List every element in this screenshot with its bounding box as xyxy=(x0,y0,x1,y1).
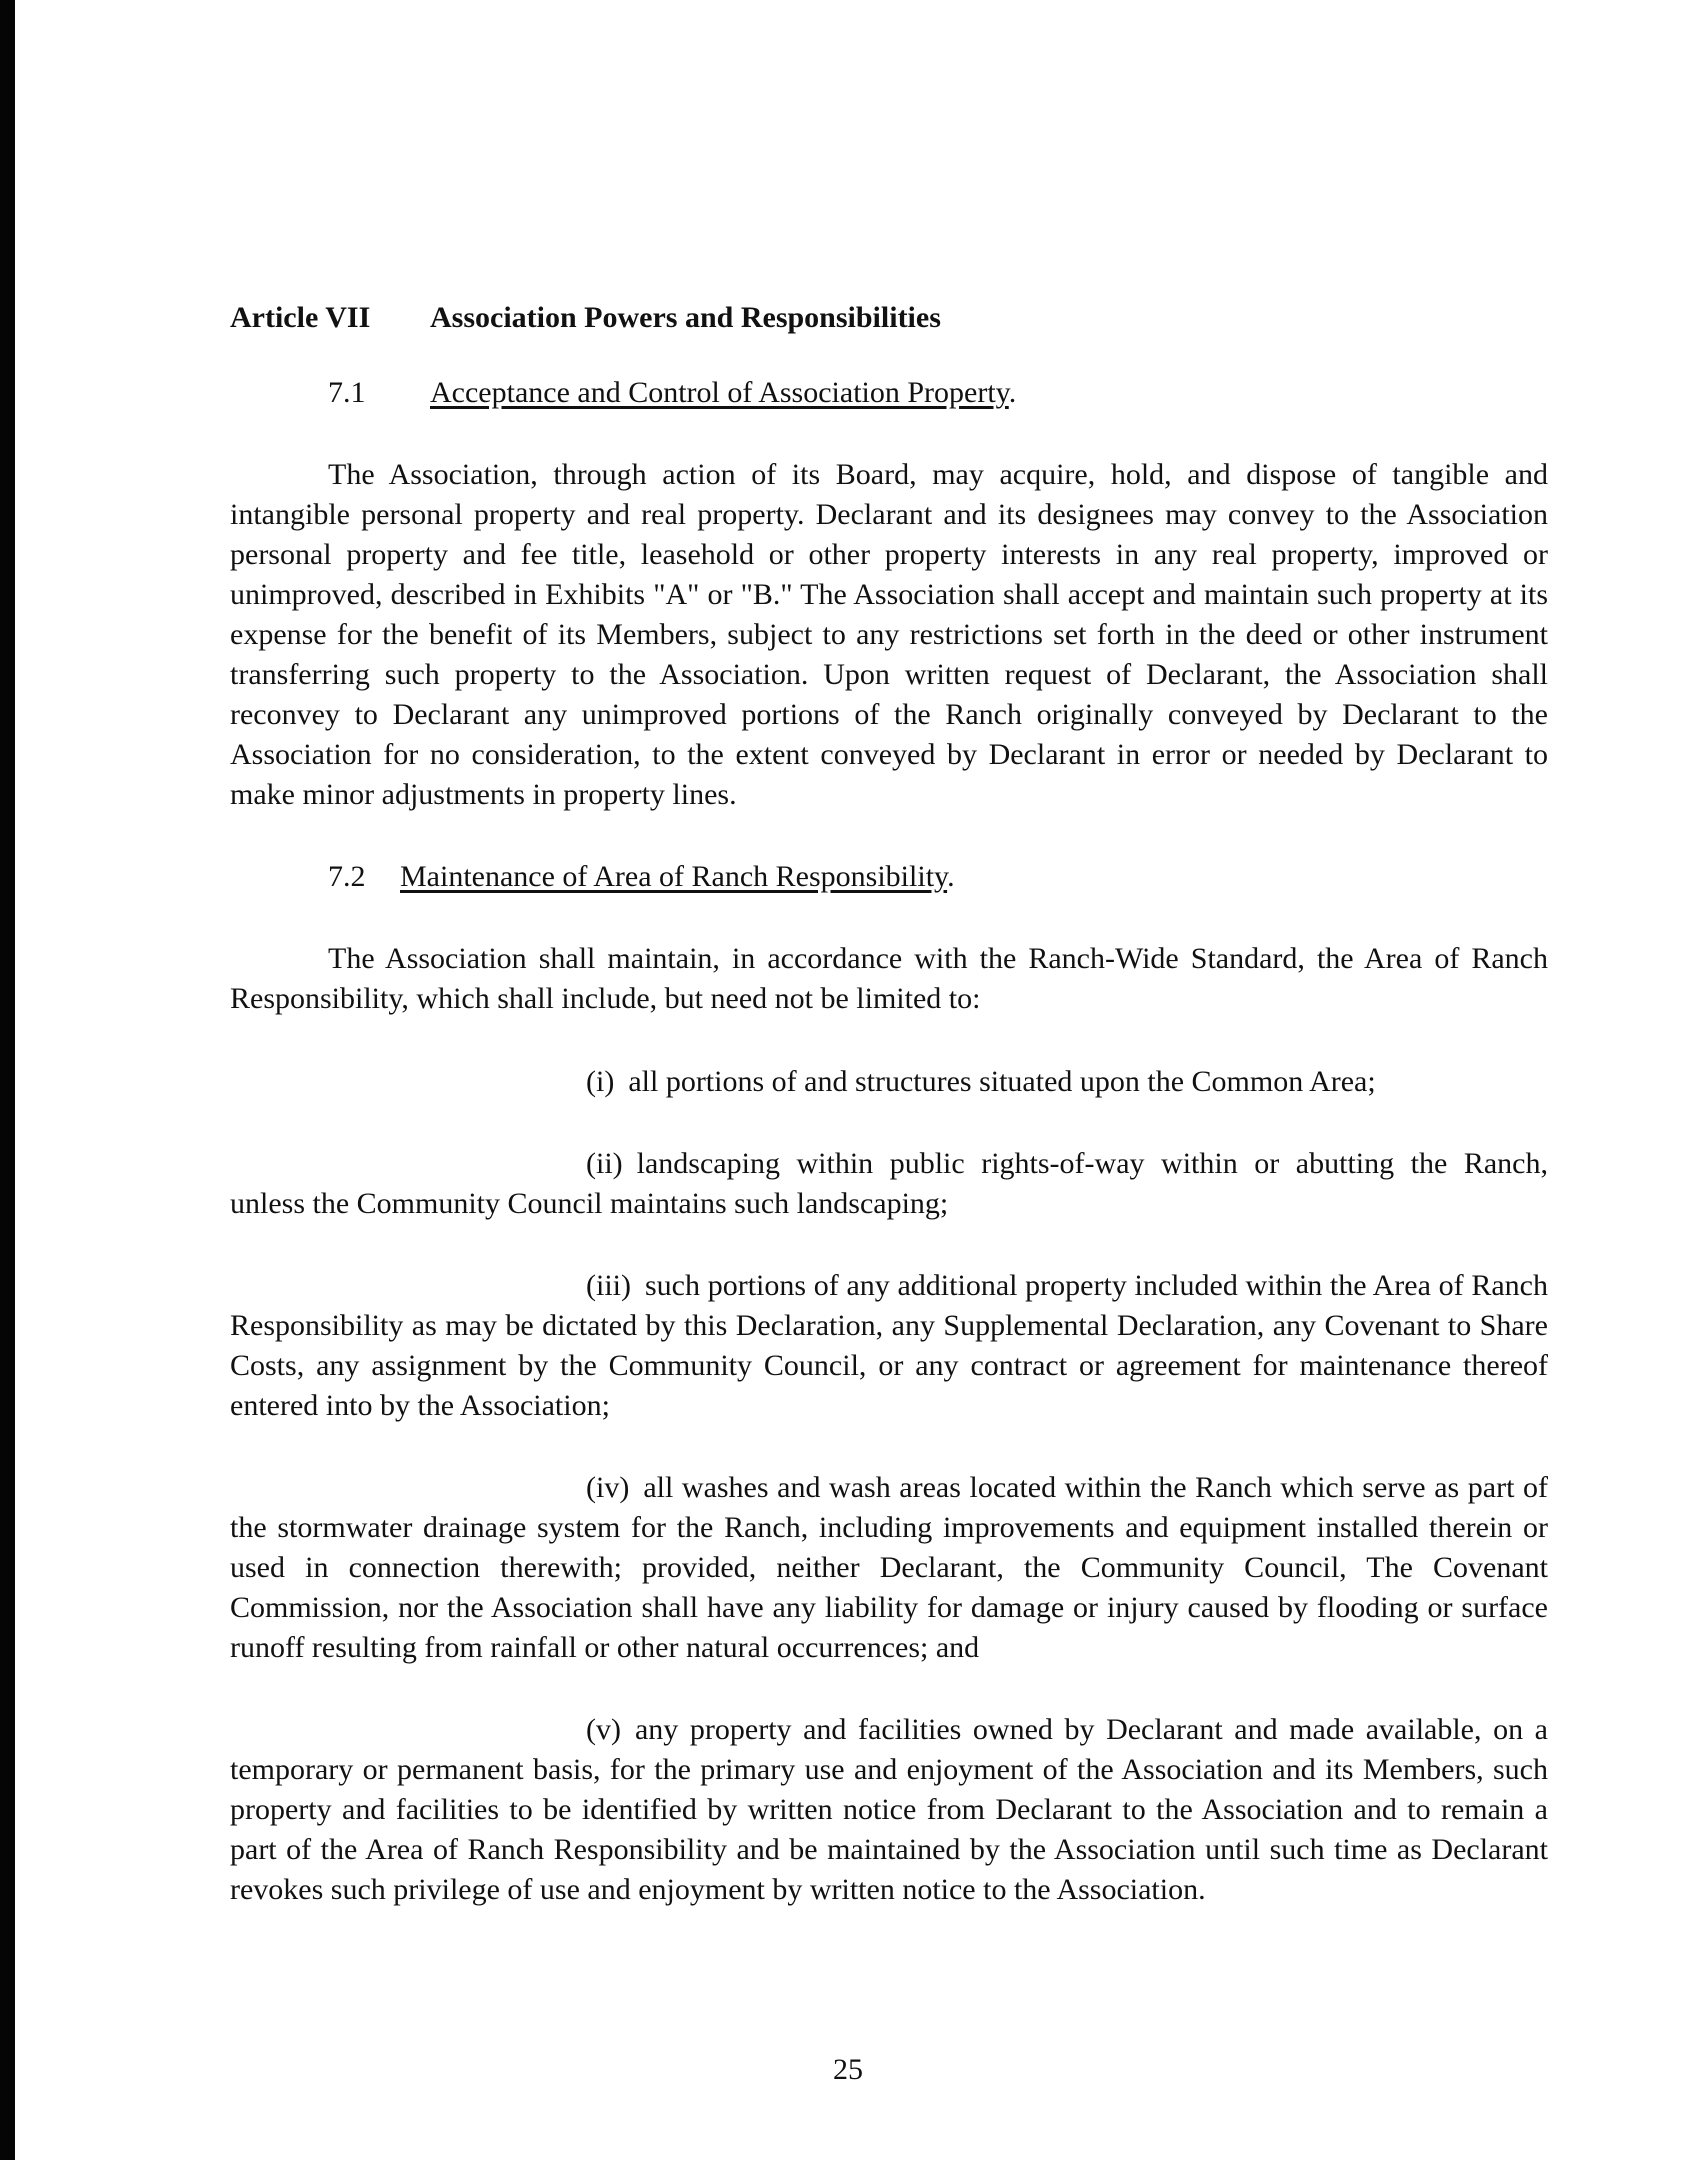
article-title: Association Powers and Responsibilities xyxy=(430,301,941,334)
section-7-1-paragraph: The Association, through action of its Board, may acquire, hold, and dispose of tangible and intangible personal property and real property. Declarant and its designees may convey to the Association personal property and fee title, leasehold or other property interests in any real property, improved or unimproved, described in Exhibits "A" or "B." The Association shall accept and maintain such property at its expense for the benefit of its Members, subject to any restrictions set forth in the deed or other instrument transferring such property to the Association. Upon written request of Declarant, the Association shall reconvey to Declarant any unimproved portions of the Ranch originally conveyed by Declarant to the Association for no consideration, to the extent conveyed by Declarant in error or needed by Declarant to make minor adjustments in property lines. xyxy=(230,458,1548,811)
list-item-label: (iii) xyxy=(586,1269,631,1302)
document-page xyxy=(230,295,1548,1910)
section-title: Maintenance of Area of Ranch Responsibility xyxy=(400,860,948,893)
list-item-label: (ii) xyxy=(586,1147,623,1180)
list-item-label: (i) xyxy=(586,1065,615,1098)
section-title: Acceptance and Control of Association Property xyxy=(430,376,1009,409)
list-item xyxy=(230,1144,1548,1224)
list-item xyxy=(230,1062,1548,1102)
scan-edge-shadow xyxy=(0,0,15,2160)
list-item xyxy=(230,1468,1548,1668)
article-number: Article VII xyxy=(230,301,371,334)
page-number: 25 xyxy=(833,2053,863,2086)
article-heading xyxy=(230,295,1548,341)
section-title-period: . xyxy=(1008,376,1017,409)
section-number: 7.2 xyxy=(328,860,366,893)
list-item xyxy=(230,1710,1548,1910)
list-item-text: all washes and wash areas located within the Ranch which serve as part of the stormwater drainage system for the Ranch, including improvements and equipment installed therein or used in connection therewith; provided, neither Declarant, the Community Council, The Covenant Commission, nor the Association shall have any liability for damage or injury caused by flooding or surface runoff resulting from rainfall or other natural occurrences; and xyxy=(230,1471,1548,1664)
section-heading-7-1 xyxy=(328,373,1548,413)
list-item-text: all portions of and structures situated upon the Common Area; xyxy=(628,1065,1376,1098)
section-heading-7-2 xyxy=(328,857,1548,897)
list-item-label: (iv) xyxy=(586,1471,630,1504)
list-item-label: (v) xyxy=(586,1713,621,1746)
section-7-2-paragraph: The Association shall maintain, in accordance with the Ranch-Wide Standard, the Area of Ranch Responsibility, which shall include, but need not be limited to: xyxy=(230,942,1548,1015)
section-number: 7.1 xyxy=(328,376,366,409)
section-title-period: . xyxy=(947,860,955,893)
list-item-text: any property and facilities owned by Declarant and made available, on a temporary or permanent basis, for the primary use and enjoyment of the Association and its Members, such property and facilities to be identified by written notice from Declarant to the Association and to remain a part of the Area of Ranch Responsibility and be maintained by the Association until such time as Declarant revokes such privilege of use and enjoyment by written notice to the Association. xyxy=(230,1713,1548,1906)
list-item-text: landscaping within public rights-of-way within or abutting the Ranch, unless the Community Council maintains such landscaping; xyxy=(230,1147,1548,1220)
list-item xyxy=(230,1266,1548,1426)
list-item-text: such portions of any additional property included within the Area of Ranch Responsibility as may be dictated by this Declaration, any Supplemental Declaration, any Covenant to Share Costs, any assignment by the Community Council, or any contract or agreement for maintenance thereof entered into by the Association; xyxy=(230,1269,1548,1422)
